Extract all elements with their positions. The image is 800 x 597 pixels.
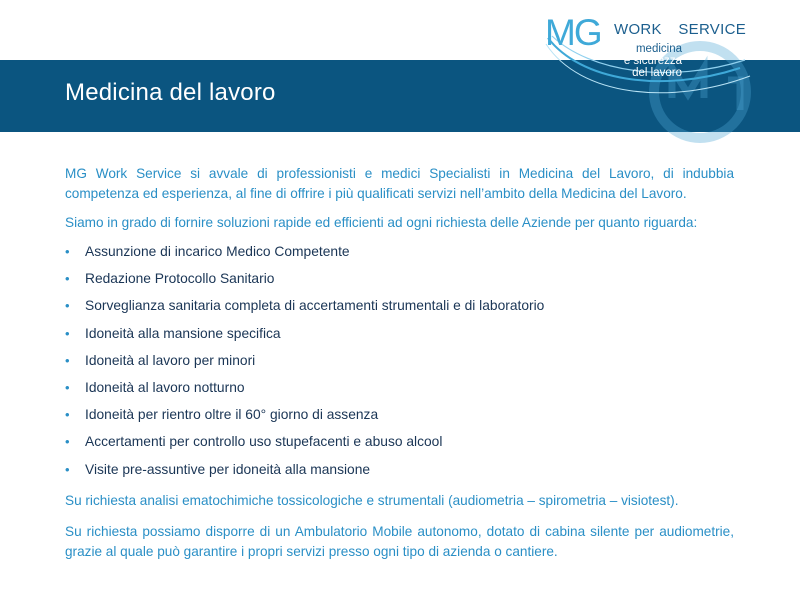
logo-tagline-line: medicina <box>635 43 682 55</box>
bullet-icon: • <box>65 407 70 423</box>
list-item <box>65 351 734 378</box>
service-label: Redazione Protocollo Sanitario <box>85 271 275 287</box>
logo-brand-text: WORK SERVICE <box>614 21 747 38</box>
logo-tagline-line: e sicurezza <box>623 55 682 67</box>
page-title: Medicina del lavoro <box>65 79 276 106</box>
list-item <box>65 296 734 323</box>
logo-tagline <box>624 43 682 79</box>
logo-mg-text: MG <box>545 12 601 53</box>
service-label: Idoneità alla mansione specifica <box>85 325 281 341</box>
bullet-icon: • <box>65 271 70 287</box>
bullet-icon: • <box>65 352 70 368</box>
services-list <box>65 242 734 487</box>
bullet-icon: • <box>65 244 70 259</box>
intro-paragraph <box>65 164 734 204</box>
list-item <box>65 242 734 269</box>
list-item <box>65 405 734 432</box>
list-item <box>65 324 734 351</box>
intro-text: si avvale di professionisti e medici Specialisti in Medicina del Lavoro, di indubbia competenza ed esperienza, al fine di offrire i più qualificati servizi nell’ambito della Medicina del Lavoro. <box>65 166 735 201</box>
list-item <box>65 378 734 405</box>
bullet-icon: • <box>65 325 70 341</box>
bullet-icon: • <box>65 379 70 395</box>
list-item <box>65 269 734 296</box>
logo-tagline-line: del lavoro <box>632 67 682 79</box>
service-label: Idoneità al lavoro notturno <box>85 379 245 395</box>
bullet-icon: • <box>65 434 70 450</box>
list-item <box>65 432 734 459</box>
lead-paragraph: Siamo in grado di fornire soluzioni rapide ed efficienti ad ogni richiesta delle Aziende per quanto riguarda: <box>65 215 698 230</box>
service-label: Sorveglianza sanitaria completa di accertamenti strumentali e di laboratorio <box>85 298 545 314</box>
note-paragraph: Su richiesta possiamo disporre di un Ambulatorio Mobile autonomo, dotato di cabina silente per audiometrie, grazie al quale può garantire i propri servizi presso ogni tipo di azienda o cantiere. <box>65 523 734 559</box>
service-label: Accertamenti per controllo uso stupefacenti e abuso alcool <box>85 434 443 450</box>
brand-name: MG Work Service <box>65 166 182 181</box>
main-content <box>65 164 734 571</box>
service-label: Assunzione di incarico Medico Competente <box>85 244 350 259</box>
service-label: Idoneità al lavoro per minori <box>85 352 256 368</box>
note-paragraph: Su richiesta analisi ematochimiche tossicologiche e strumentali (audiometria – spirometria – visiotest). <box>65 492 679 508</box>
service-label: Idoneità per rientro oltre il 60° giorno di assenza <box>85 407 379 423</box>
bullet-icon: • <box>65 298 70 314</box>
list-item <box>65 460 734 487</box>
service-label: Visite pre-assuntive per idoneità alla mansione <box>85 461 371 477</box>
bullet-icon: • <box>65 461 70 477</box>
